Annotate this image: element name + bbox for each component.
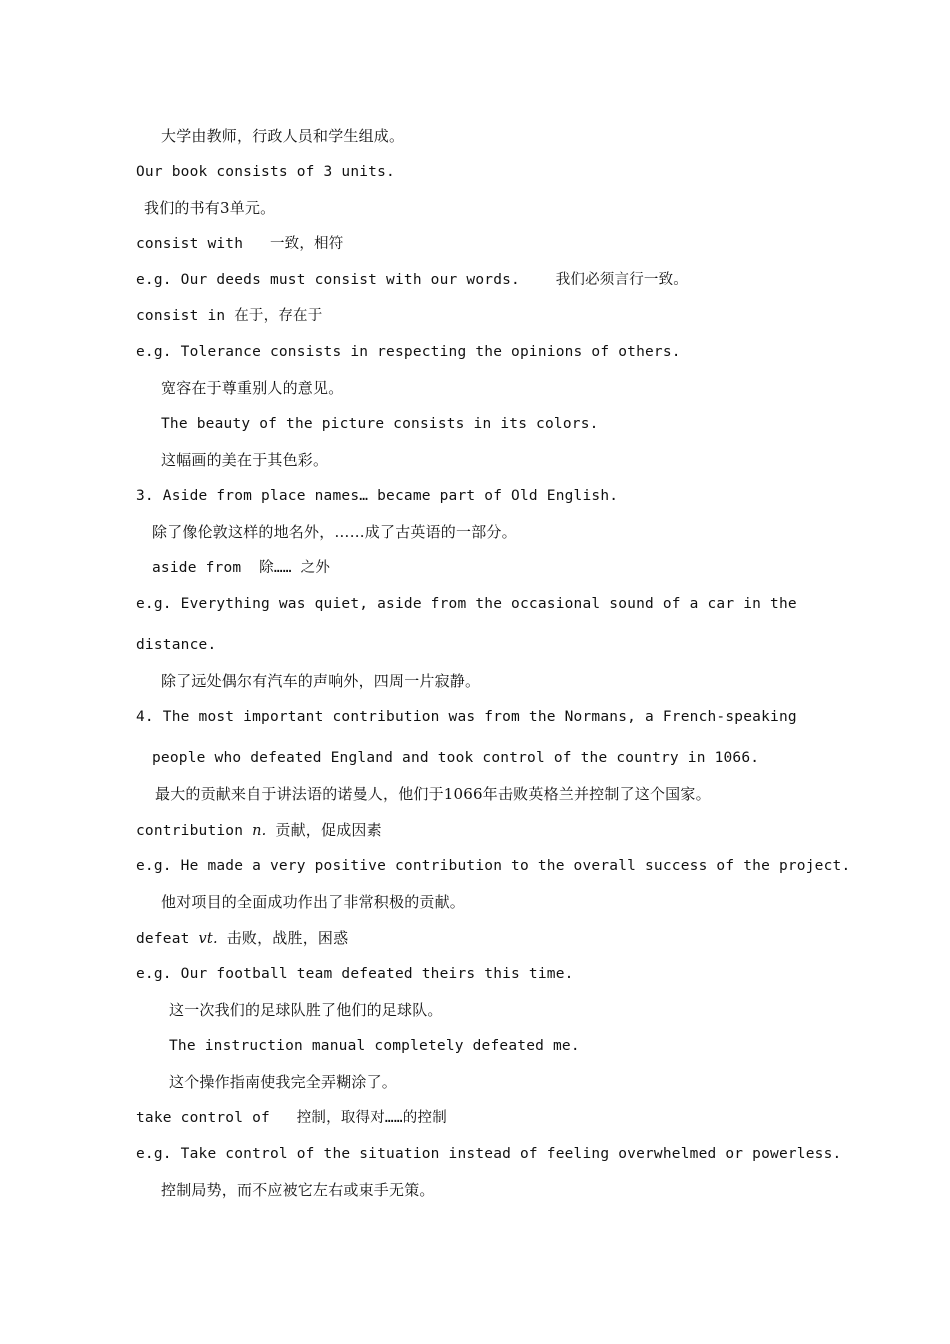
text-line: e.g. Tolerance consists in respecting the opinions of others. — [136, 344, 681, 360]
text-line: take control of 控制，取得对……的控制 — [136, 1110, 447, 1126]
text-line — [136, 820, 382, 841]
text-line: e.g. Our football team defeated theirs this time. — [136, 966, 574, 982]
term: contribution — [136, 823, 244, 839]
definition: 贡献，促成因素 — [275, 821, 382, 839]
text-line: 他对项目的全面成功作出了非常积极的贡献。 — [161, 893, 466, 911]
text-line: 这一次我们的足球队胜了他们的足球队。 — [169, 1001, 443, 1019]
text-line: consist with 一致，相符 — [136, 236, 344, 252]
text-line: e.g. He made a very positive contribution to the overall success of the project. — [136, 858, 851, 874]
text-line: e.g. Our deeds must consist with our words. 我们必须言行一致。 — [136, 272, 688, 288]
part-of-speech: n. — [252, 823, 267, 839]
text-line: 这幅画的美在于其色彩。 — [161, 451, 329, 469]
text-line: The instruction manual completely defeated me. — [169, 1038, 580, 1054]
text-line: 4. The most important contribution was from the Normans, a French-speaking — [136, 709, 797, 725]
text-line: 除了像伦敦这样的地名外，……成了古英语的一部分。 — [152, 523, 517, 541]
text-line: 控制局势，而不应被它左右或束手无策。 — [161, 1181, 435, 1199]
text-line: 这个操作指南使我完全弄糊涂了。 — [169, 1073, 398, 1091]
text-line: distance. — [136, 637, 217, 653]
text-line: 我们的书有3单元。 — [144, 199, 276, 217]
text-line: e.g. Everything was quiet, aside from the occasional sound of a car in the — [136, 596, 797, 612]
text-line: 3. Aside from place names… became part of Old English. — [136, 488, 619, 504]
text-line: aside from 除…… 之外 — [152, 560, 331, 576]
text-line: e.g. Take control of the situation instead of feeling overwhelmed or powerless. — [136, 1146, 842, 1162]
text-line: consist in 在于，存在于 — [136, 308, 323, 324]
term: defeat — [136, 931, 190, 947]
text-line: 除了远处偶尔有汽车的声响外，四周一片寂静。 — [161, 672, 481, 690]
text-line: Our book consists of 3 units. — [136, 164, 395, 180]
text-line: The beauty of the picture consists in its colors. — [161, 416, 599, 432]
part-of-speech: vt. — [198, 931, 218, 947]
text-line: 宽容在于尊重别人的意见。 — [161, 379, 344, 397]
text-line: people who defeated England and took control of the country in 1066. — [152, 750, 760, 766]
text-line — [136, 928, 348, 949]
text-line: 最大的贡献来自于讲法语的诺曼人，他们于1066年击败英格兰并控制了这个国家。 — [155, 785, 711, 803]
definition: 击败，战胜，困惑 — [226, 929, 349, 947]
text-line: 大学由教师，行政人员和学生组成。 — [161, 127, 405, 145]
